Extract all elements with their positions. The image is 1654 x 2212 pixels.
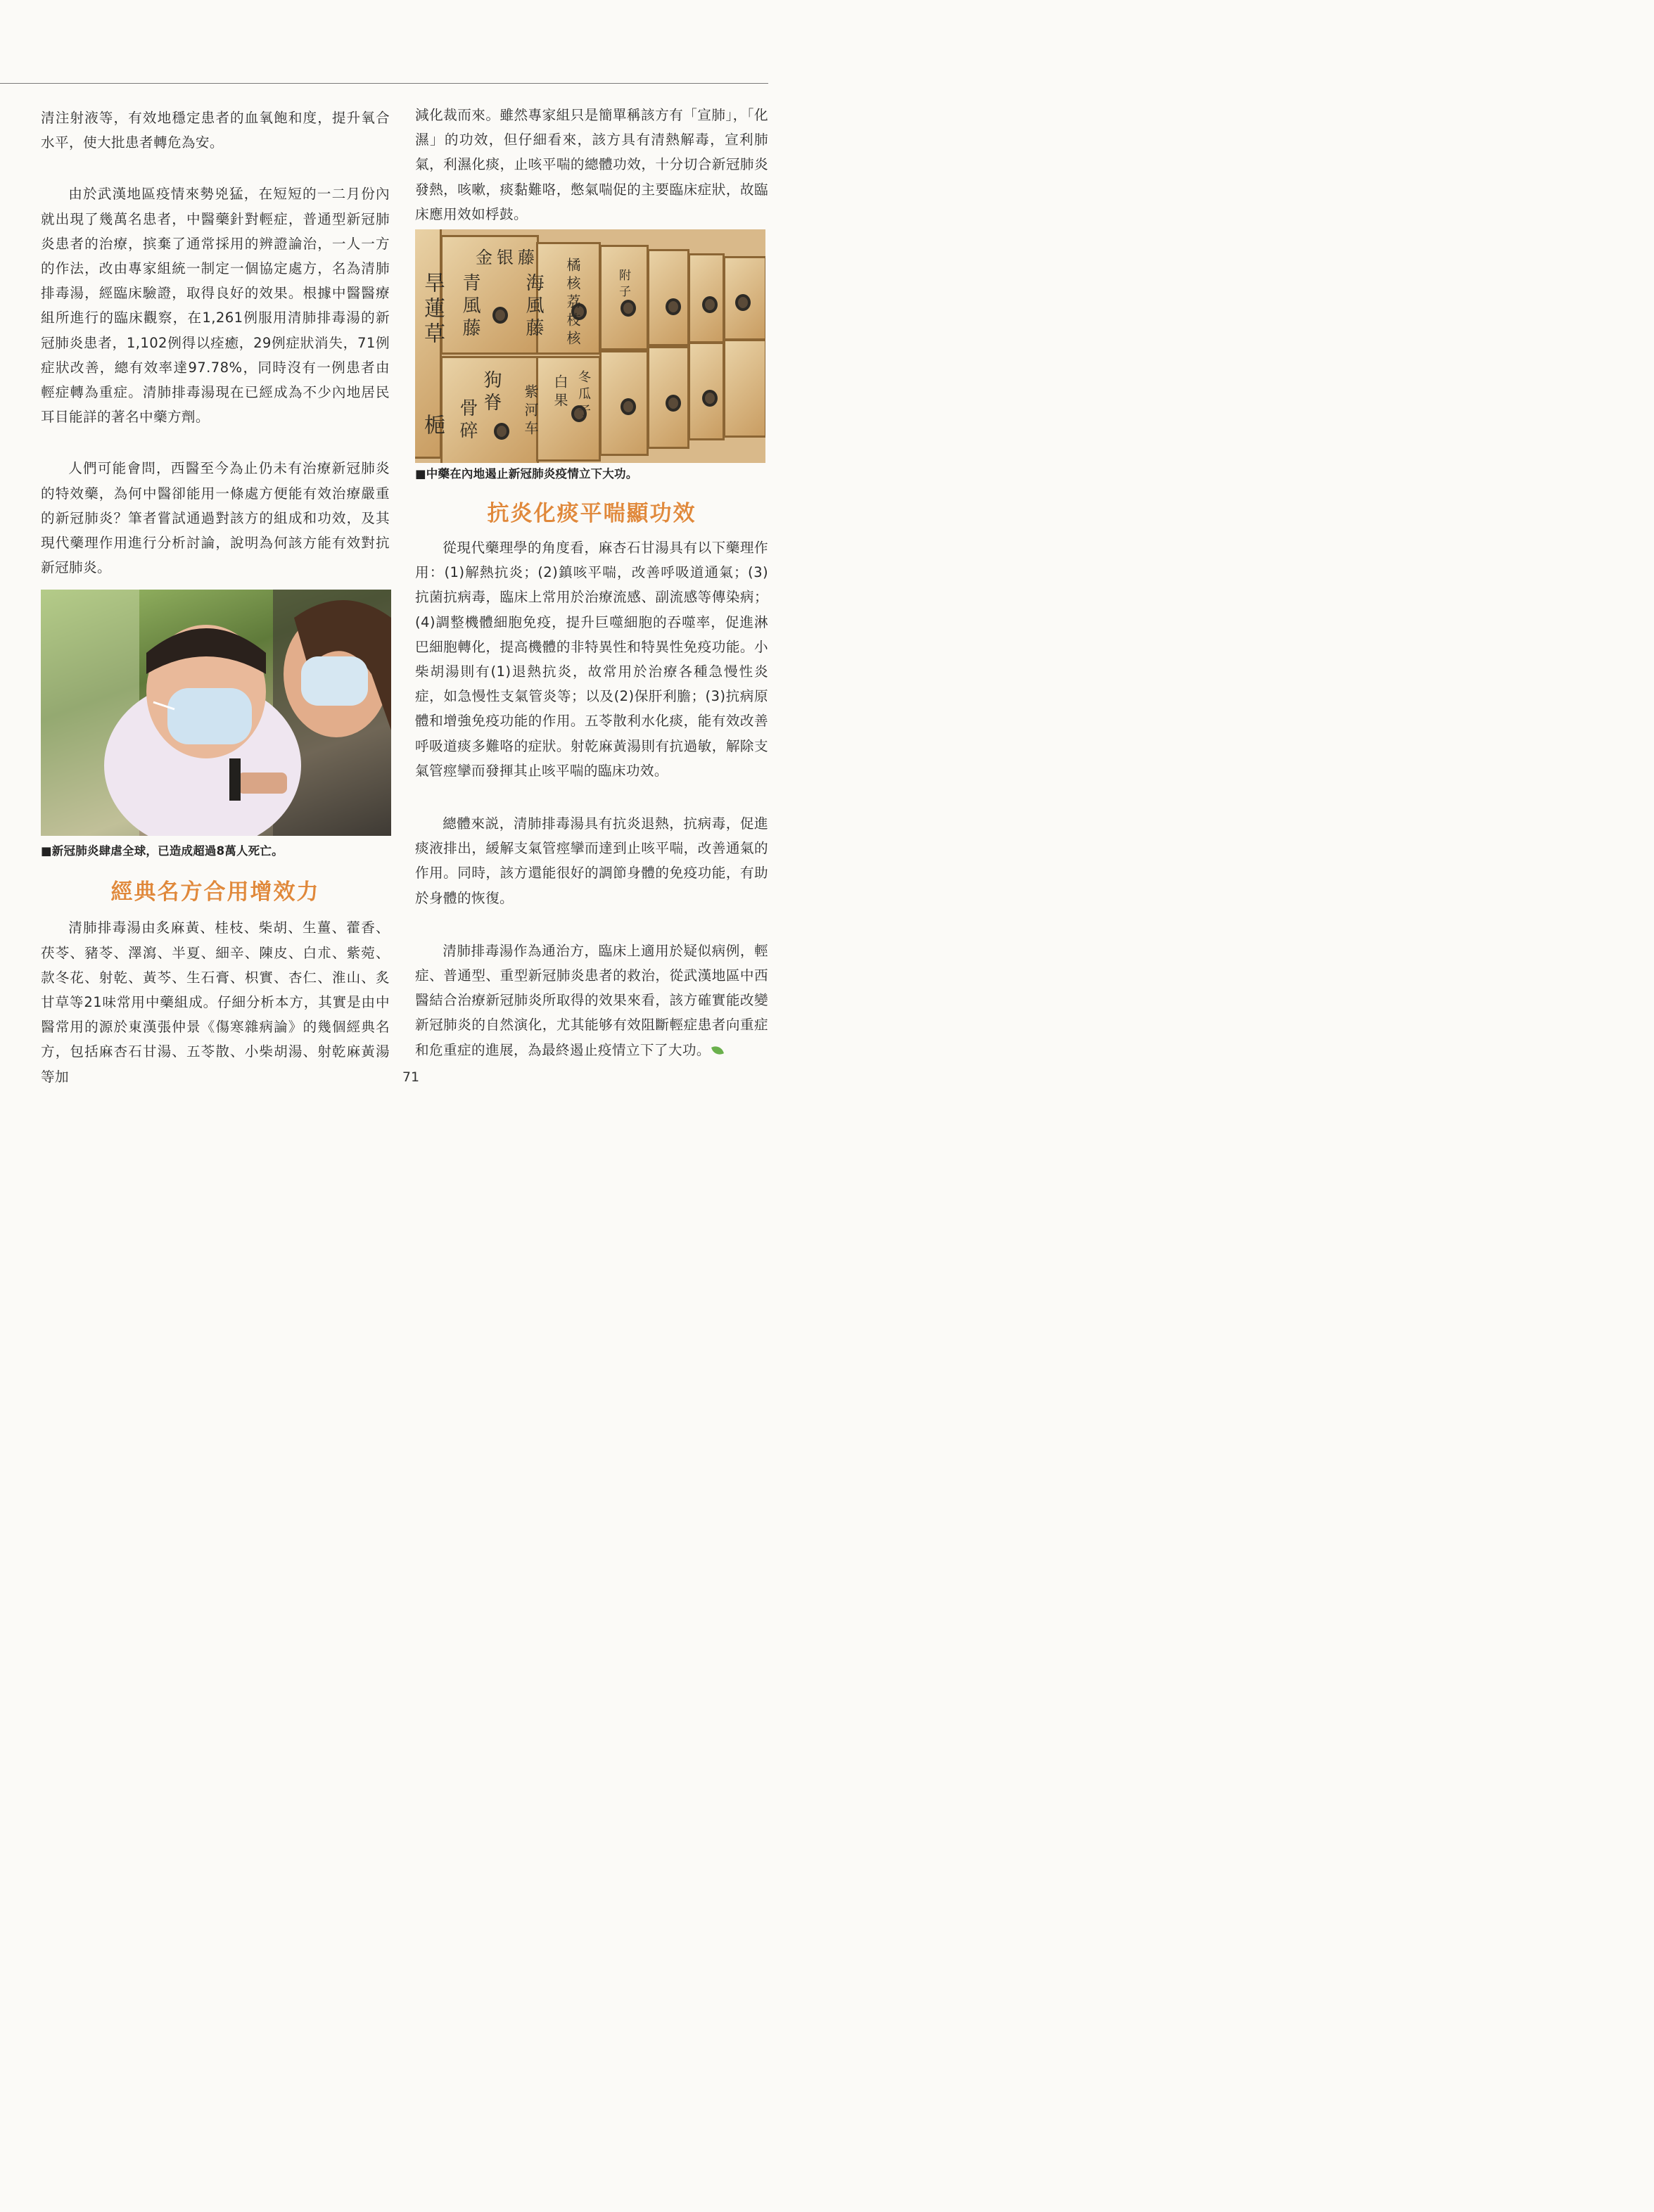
photo-caption: 中藥在內地遏止新冠肺炎疫情立下大功。: [426, 467, 638, 481]
paragraph: 人們可能會問，西醫至今為止仍未有治療新冠肺炎的特效藥，為何中醫卻能用一條處方便能有效治療嚴重的新冠肺炎？筆者嘗試通過對該方的組成和功效，及其現代藥理作用進行分析討論，說明為何該方能有效對抗新冠肺炎。: [41, 460, 390, 576]
paragraph: 由於武漢地區疫情來勢兇猛，在短短的一二月份內就出現了幾萬名患者，中醫藥針對輕症，普通型新冠肺炎患者的治療，摈棄了通常採用的辨證論治，一人一方的作法，改由專家組統一制定一個協定處方，名為清肺排毒湯，經臨床驗證，取得良好的效果。根據中醫醫療組所進行的臨床觀察，在1,261例服用清肺排毒湯的新冠肺炎患者，1,102例得以痊癒，29例症狀消失，71例症狀改善，總有效率達97.78%，同時沒有一例患者由輕症轉為重症。清肺排毒湯現在已經成為不少內地居民耳目能詳的著名中藥方劑。: [41, 186, 390, 426]
drawer-label: 梔: [420, 414, 445, 440]
herb-drawers-photo: [415, 229, 765, 463]
paragraph: 總體來説，清肺排毒湯具有抗炎退熱，抗病毒，促進痰液排出，緩解支氣管痙攣而達到止咳平喘，改善通氣的作用。同時，該方還能很好的調節身體的免疫功能，有助於身體的恢復。: [415, 815, 768, 906]
header-rule: [0, 83, 768, 84]
drawer-label: 荔枝核: [564, 294, 581, 350]
drawer-label: 白果: [552, 374, 568, 412]
section-heading: 抗炎化痰平喘顯功效: [487, 501, 696, 527]
paragraph: 從現代藥理學的角度看，麻杏石甘湯具有以下藥理作用：(1)解熱抗炎；(2)鎮咳平喘，改善呼吸道通氣；(3)抗菌抗病毒，臨床上常用於治療流感、副流感等傳染病；(4)調整機體細胞免疫，提升巨噬細胞的吞噬率，促進淋巴細胞轉化，提高機體的非特異性和特異性免疫功能。小柴胡湯則有(1)退熱抗炎，故常用於治療各種急慢性炎症，如急慢性支氣管炎等；以及(2)保肝利膽；(3)抗病原體和增強免疫功能的作用。五苓散利水化痰，能有效改善呼吸道痰多難咯的症狀。射乾麻黃湯則有抗過敏，解除支氣管痙攣而發揮其止咳平喘的臨床功效。: [415, 540, 768, 779]
drawer-label: 骨碎: [457, 398, 478, 444]
section-heading: 經典名方合用增效力: [110, 879, 320, 905]
paragraph: 減化裁而來。雖然專家組只是簡單稱該方有「宣肺」，「化濕」的功效，但仔細看來，該方具有清熱解毒，宣利肺氣，利濕化痰，止咳平喘的總體功效，十分切合新冠肺炎發熱，咳嗽，痰黏難咯，憋氣喘促的主要臨床症狀，故臨床應用效如桴鼓。: [415, 107, 768, 222]
drawer-label: 海風藤: [523, 273, 544, 341]
drawer-label: 冬瓜子: [576, 370, 591, 421]
drawer-label: 附子: [616, 269, 630, 302]
paragraph: [415, 939, 768, 1062]
leaf-icon: [711, 1044, 724, 1057]
photo-caption: 新冠肺炎肆虐全球，已造成超過8萬人死亡。: [51, 844, 284, 858]
drawer-label: 旱蓮草: [420, 272, 445, 348]
left-column: [41, 106, 390, 1089]
right-column: [415, 103, 768, 1062]
square-bullet-icon: ■: [415, 467, 426, 481]
girl-mask-photo: [41, 590, 391, 836]
square-bullet-icon: ■: [41, 844, 52, 858]
paragraph: 清注射液等，有效地穩定患者的血氧飽和度，提升氧合水平，使大批患者轉危為安。: [41, 110, 390, 151]
drawer-label: 狗脊: [481, 370, 502, 416]
drawer-label: 紫河车: [522, 384, 539, 440]
page-number: 71: [402, 1069, 420, 1085]
paragraph: 清肺排毒湯由炙麻黃、桂枝、柴胡、生薑、藿香、茯苓、豬苓、澤瀉、半夏、細辛、陳皮、白朮、紫菀、款冬花、射乾、黃芩、生石膏、枳實、杏仁、淮山、炙甘草等21味常用中藥組成。仔細分析本方，其實是由中醫常用的源於東漢張仲景《傷寒雜病論》的幾個經典名方，包括麻杏石甘湯、五苓散、小柴胡湯、射乾麻黃湯等加: [41, 920, 390, 1085]
paragraph-text: 清肺排毒湯作為通治方，臨床上適用於疑似病例，輕症、普通型、重型新冠肺炎患者的救治，從武漢地區中西醫結合治療新冠肺炎所取得的效果來看，該方確實能改變新冠肺炎的自然演化，尤其能够有效阻斷輕症患者向重症和危重症的進展，為最終遏止疫情立下了大功。: [415, 942, 768, 1058]
drawer-label: 橘核: [564, 258, 581, 295]
drawer-label: 金银藤: [476, 248, 539, 268]
drawer-label: 青風藤: [459, 273, 481, 341]
